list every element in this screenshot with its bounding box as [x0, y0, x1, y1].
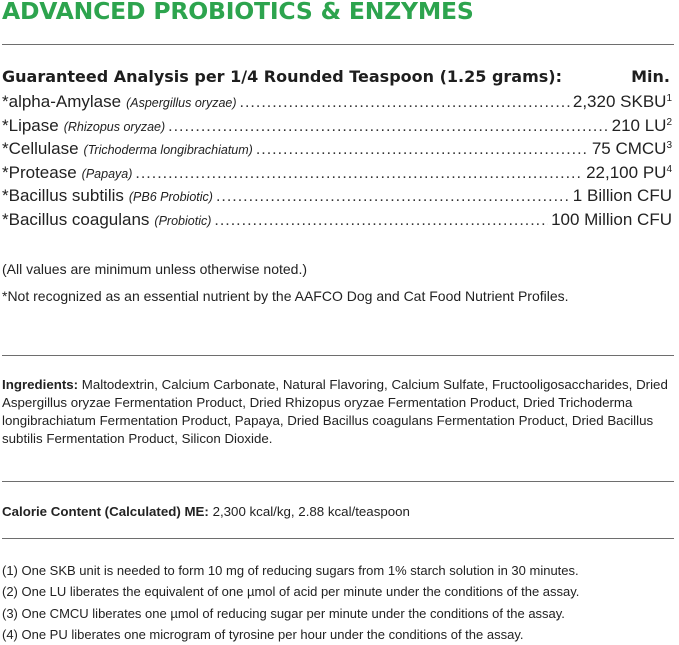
analysis-row	[2, 210, 672, 234]
calorie-text: 2,300 kcal/kg, 2.88 kcal/teaspoon	[212, 504, 410, 519]
nutrient-name: *Cellulase	[2, 139, 79, 158]
ingredients-section	[2, 376, 674, 448]
footnote: (4) One PU liberates one microgram of tyrosine per hour under the conditions of the assay.	[2, 626, 524, 642]
analysis-row	[2, 139, 672, 163]
nutrient-source: (Probiotic)	[154, 213, 212, 228]
minimum-note: (All values are minimum unless otherwise noted.)	[2, 261, 308, 277]
analysis-table	[2, 92, 672, 233]
footnotes	[2, 560, 678, 645]
nutrient-source: (Papaya)	[81, 166, 133, 181]
footnote: (2) One LU liberates the equivalent of one µmol of acid per minute under the conditions of the assay.	[2, 584, 580, 600]
divider	[2, 538, 674, 539]
divider	[2, 44, 674, 45]
nutrient-source: (Trichoderma longibrachiatum)	[83, 143, 253, 157]
leader-dots	[168, 118, 608, 136]
nutrient-source: (PB6 Probiotic)	[128, 190, 213, 204]
analysis-heading: Guaranteed Analysis per 1/4 Rounded Teaspoon (1.25 grams):	[2, 67, 562, 86]
leader-dots	[240, 94, 570, 112]
leader-dots	[214, 212, 548, 230]
nutrient-value: 22,100 $PU^4$	[586, 162, 672, 182]
leader-dots	[216, 188, 570, 206]
nutrient-source: (Aspergillus oryzae)	[126, 96, 237, 110]
nutrient-name: *Bacillus coagulans	[2, 209, 150, 229]
footnote: (3) One CMCU liberates one µmol of reducing sugar per minute under the conditions of the assay.	[2, 605, 565, 621]
page-title: ADVANCED PROBIOTICS & ENZYMES	[2, 0, 474, 25]
leader-dots	[256, 141, 589, 159]
calorie-label: Calorie Content (Calculated) ME:	[2, 504, 209, 519]
nutrient-source: (Rhizopus oryzae)	[63, 119, 166, 134]
ingredients-text: Maltodextrin, Calcium Carbonate, Natural Flavoring, Calcium Sulfate, Fructooligosaccharides, Dried Aspergillus oryzae Fermentation Product, Dried Rhizopus oryzae Fermentation Product, Dried Trichoderma longibrachiatum Fermentation Product, Papaya, Dried Bacillus coagulans Fermentation Product, Dried Bacillus subtilis Fermentation Product, Silicon Dioxide.	[2, 377, 668, 446]
nutrient-name: *Lipase	[2, 115, 59, 135]
nutrient-value: 100 Million CFU	[551, 209, 672, 229]
divider	[2, 481, 674, 482]
nutrient-name: *Bacillus subtilis	[2, 186, 124, 205]
leader-dots	[135, 165, 583, 183]
divider	[2, 355, 674, 356]
analysis-row	[2, 163, 672, 187]
nutrient-name: *alpha-Amylase	[2, 92, 122, 111]
nutrient-value: 2,320 SKBU$^1$	[572, 92, 672, 111]
analysis-header	[2, 67, 670, 86]
aafco-note: *Not recognized as an essential nutrient by the AAFCO Dog and Cat Food Nutrient Profiles.	[2, 288, 569, 304]
nutrient-name: *Protease	[2, 162, 77, 182]
calorie-section	[2, 504, 410, 519]
analysis-row	[2, 186, 672, 210]
ingredients-label: Ingredients:	[2, 377, 79, 392]
footnote: (1) One SKB unit is needed to form 10 mg of reducing sugars from 1% starch solution in 30 minutes.	[2, 563, 579, 578]
nutrient-value: 75 CMCU$^3$	[591, 139, 672, 158]
min-label: Min.	[631, 67, 670, 86]
analysis-row	[2, 92, 672, 116]
analysis-row	[2, 116, 672, 140]
nutrient-value: 210 $LU^2$	[611, 115, 672, 135]
nutrient-value: 1 Billion CFU	[572, 186, 672, 205]
